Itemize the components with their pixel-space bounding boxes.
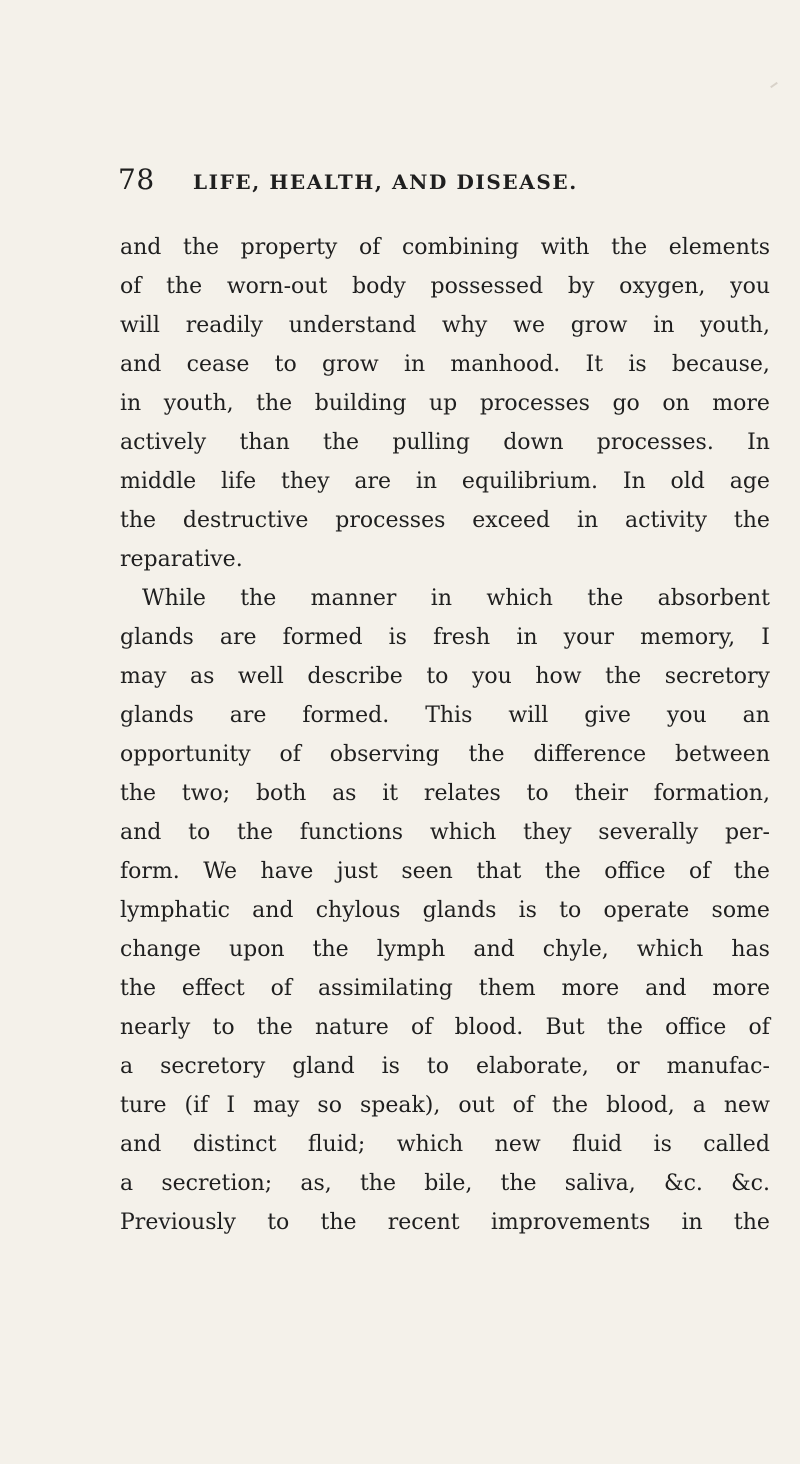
- word: elements: [668, 235, 770, 260]
- word: both: [255, 781, 307, 806]
- running-title: LIFE, HEALTH, AND DISEASE.: [193, 170, 578, 194]
- word: severally: [598, 820, 699, 845]
- word: the: [236, 820, 273, 845]
- word: which: [486, 586, 553, 611]
- word: why: [441, 313, 488, 338]
- word: observing: [329, 742, 440, 767]
- word: to: [526, 781, 549, 806]
- word: the: [500, 1171, 537, 1196]
- word: how: [535, 664, 582, 689]
- word: the: [733, 508, 770, 533]
- word: out: [458, 1093, 495, 1118]
- word: memory,: [640, 625, 736, 650]
- word: the: [605, 664, 642, 689]
- text-line: [120, 1125, 770, 1164]
- word: in: [516, 625, 538, 650]
- word: and: [120, 1132, 162, 1157]
- text-line: [120, 384, 770, 423]
- page-header: [118, 163, 768, 196]
- word: pulling: [392, 430, 470, 455]
- paragraph-end-line: reparative.: [120, 547, 243, 572]
- word: fresh: [433, 625, 491, 650]
- word: worn-out: [226, 274, 328, 299]
- word: more: [712, 391, 770, 416]
- word: so: [317, 1093, 342, 1118]
- word: are: [229, 703, 267, 728]
- word: is: [518, 898, 537, 923]
- text-line: [120, 813, 770, 852]
- word: as,: [300, 1171, 332, 1196]
- word: body: [351, 274, 406, 299]
- word: more: [561, 976, 620, 1001]
- word: readily: [185, 313, 263, 338]
- text-line: [120, 1086, 770, 1125]
- word: and: [120, 352, 162, 377]
- word: is: [653, 1132, 672, 1157]
- text-line: [120, 1203, 770, 1242]
- word: to: [426, 664, 449, 689]
- word: change: [120, 937, 201, 962]
- word: oxygen,: [619, 274, 706, 299]
- word: a: [120, 1171, 134, 1196]
- word: as: [189, 664, 215, 689]
- word: office: [665, 1015, 727, 1040]
- word: as: [332, 781, 357, 806]
- word: go: [612, 391, 640, 416]
- word: manufac-: [666, 1054, 770, 1079]
- text-line: [120, 930, 770, 969]
- word: formation,: [653, 781, 770, 806]
- text-line: [120, 696, 770, 735]
- word: of: [748, 1015, 770, 1040]
- word: in: [576, 508, 599, 533]
- word: middle: [120, 469, 197, 494]
- word: assimilating: [317, 976, 453, 1001]
- word: glands: [120, 703, 194, 728]
- word: chyle,: [542, 937, 609, 962]
- word: building: [314, 391, 407, 416]
- word: called: [703, 1132, 770, 1157]
- word: grow: [570, 313, 628, 338]
- word: two;: [181, 781, 231, 806]
- word: I: [226, 1093, 236, 1118]
- word: the: [733, 1210, 770, 1235]
- word: is: [628, 352, 647, 377]
- word: We: [203, 859, 238, 884]
- word: up: [429, 391, 458, 416]
- word: in: [403, 352, 426, 377]
- word: the: [120, 781, 157, 806]
- word: processes.: [596, 430, 714, 455]
- text-line: [120, 657, 770, 696]
- word: describe: [307, 664, 403, 689]
- word: and: [252, 898, 294, 923]
- word: chylous: [315, 898, 401, 923]
- word: formed: [282, 625, 363, 650]
- word: saliva,: [564, 1171, 636, 1196]
- word: relates: [423, 781, 501, 806]
- word: of: [270, 976, 293, 1001]
- word: speak),: [359, 1093, 441, 1118]
- word: This: [425, 703, 473, 728]
- word: by: [567, 274, 595, 299]
- word: and: [473, 937, 515, 962]
- body-text: [120, 228, 770, 1242]
- word: secretory: [160, 1054, 266, 1079]
- text-line: [120, 1008, 770, 1047]
- word: that: [476, 859, 522, 884]
- word: of: [358, 235, 381, 260]
- word: to: [212, 1015, 235, 1040]
- word: just: [336, 859, 378, 884]
- word: we: [513, 313, 545, 338]
- word: will: [120, 313, 160, 338]
- word: upon: [228, 937, 285, 962]
- word: glands: [120, 625, 194, 650]
- word: Previously: [120, 1210, 236, 1235]
- word: between: [675, 742, 770, 767]
- word: new: [723, 1093, 770, 1118]
- word: the: [468, 742, 505, 767]
- word: difference: [533, 742, 647, 767]
- word: functions: [299, 820, 404, 845]
- word: destructive: [182, 508, 309, 533]
- word: equilibrium.: [461, 469, 598, 494]
- word: exceed: [472, 508, 551, 533]
- word: form.: [120, 859, 180, 884]
- word: which: [429, 820, 497, 845]
- word: possessed: [430, 274, 544, 299]
- word: may: [120, 664, 167, 689]
- word: you: [730, 274, 770, 299]
- word: manhood.: [450, 352, 561, 377]
- word: are: [354, 469, 392, 494]
- word: nearly: [120, 1015, 191, 1040]
- word: combining: [401, 235, 519, 260]
- word: office: [604, 859, 666, 884]
- word: In: [747, 430, 770, 455]
- word: cease: [186, 352, 250, 377]
- word: ture: [120, 1093, 167, 1118]
- word: which: [396, 1132, 464, 1157]
- word: age: [729, 469, 770, 494]
- text-line: [120, 1047, 770, 1086]
- text-line: [120, 735, 770, 774]
- word: are: [219, 625, 257, 650]
- word: in: [430, 586, 453, 611]
- word: the: [611, 235, 648, 260]
- text-line: [120, 969, 770, 1008]
- word: the: [544, 859, 581, 884]
- word: formed.: [302, 703, 390, 728]
- word: the: [256, 1015, 293, 1040]
- word: they: [523, 820, 572, 845]
- word: in: [653, 313, 675, 338]
- word: improvements: [490, 1210, 651, 1235]
- word: absorbent: [657, 586, 770, 611]
- word: the: [240, 586, 277, 611]
- word: will: [508, 703, 549, 728]
- word: blood.: [454, 1015, 524, 1040]
- word: in: [681, 1210, 703, 1235]
- word: of: [512, 1093, 535, 1118]
- word: to: [188, 820, 211, 845]
- word: the: [120, 508, 157, 533]
- word: &c.: [731, 1171, 770, 1196]
- word: the: [320, 1210, 357, 1235]
- word: lymph: [376, 937, 446, 962]
- word: fluid: [572, 1132, 623, 1157]
- text-line: [120, 891, 770, 930]
- word: the: [120, 976, 157, 1001]
- word: has: [731, 937, 770, 962]
- word: to: [274, 352, 297, 377]
- word: more: [712, 976, 770, 1001]
- word: opportunity: [120, 742, 251, 767]
- word: in: [120, 391, 142, 416]
- word: is: [381, 1054, 400, 1079]
- word: of: [279, 742, 301, 767]
- word: distinct: [192, 1132, 277, 1157]
- word: But: [545, 1015, 585, 1040]
- word: property: [240, 235, 338, 260]
- word: than: [239, 430, 290, 455]
- text-line: [120, 462, 770, 501]
- text-line: [120, 267, 770, 306]
- word: It: [585, 352, 604, 377]
- word: activity: [625, 508, 708, 533]
- word: on: [662, 391, 690, 416]
- word: &c.: [663, 1171, 703, 1196]
- word: some: [711, 898, 770, 923]
- word: life: [220, 469, 257, 494]
- word: operate: [603, 898, 690, 923]
- word: and: [120, 820, 162, 845]
- word: per-: [724, 820, 770, 845]
- page-number: 78: [118, 163, 155, 196]
- word: an: [742, 703, 770, 728]
- word: In: [622, 469, 646, 494]
- word: with: [540, 235, 590, 260]
- word: bile,: [424, 1171, 473, 1196]
- word: gland: [292, 1054, 355, 1079]
- text-line: [120, 1164, 770, 1203]
- word: your: [563, 625, 615, 650]
- paper-mark: [770, 82, 778, 88]
- word: the: [733, 859, 770, 884]
- word: the: [312, 937, 349, 962]
- word: their: [574, 781, 629, 806]
- word: recent: [387, 1210, 460, 1235]
- word: the: [552, 1093, 589, 1118]
- word: is: [388, 625, 407, 650]
- word: and: [645, 976, 687, 1001]
- word: the: [166, 274, 203, 299]
- word: of: [688, 859, 711, 884]
- word: they: [281, 469, 330, 494]
- text-line: [120, 228, 770, 267]
- word: old: [670, 469, 705, 494]
- text-line: [120, 345, 770, 384]
- word: them: [478, 976, 536, 1001]
- word: the: [606, 1015, 643, 1040]
- word: a: [120, 1054, 134, 1079]
- word: the: [182, 235, 220, 260]
- word: or: [615, 1054, 640, 1079]
- word: grow: [322, 352, 379, 377]
- text-line: [120, 618, 770, 657]
- word: of: [120, 274, 142, 299]
- word: glands: [422, 898, 497, 923]
- word: the: [323, 430, 360, 455]
- word: may: [253, 1093, 300, 1118]
- word: the: [587, 586, 624, 611]
- word: because,: [671, 352, 770, 377]
- word: and: [120, 235, 162, 260]
- word: While: [142, 586, 206, 611]
- word: of: [411, 1015, 433, 1040]
- word: well: [237, 664, 284, 689]
- word: secretory: [664, 664, 770, 689]
- word: understand: [288, 313, 417, 338]
- word: processes: [335, 508, 446, 533]
- word: a: [692, 1093, 706, 1118]
- word: to: [559, 898, 582, 923]
- word: the: [256, 391, 293, 416]
- word: fluid;: [307, 1132, 366, 1157]
- word: nature: [314, 1015, 389, 1040]
- word: to: [426, 1054, 449, 1079]
- word: secretion;: [161, 1171, 273, 1196]
- word: which: [636, 937, 704, 962]
- word: youth,: [163, 391, 234, 416]
- word: you: [471, 664, 512, 689]
- word: manner: [310, 586, 397, 611]
- text-line: [120, 852, 770, 891]
- word: processes: [479, 391, 590, 416]
- word: the: [359, 1171, 396, 1196]
- word: new: [494, 1132, 541, 1157]
- word: youth,: [700, 313, 770, 338]
- word: effect: [181, 976, 245, 1001]
- word: elaborate,: [475, 1054, 589, 1079]
- word: actively: [120, 430, 207, 455]
- word: it: [382, 781, 399, 806]
- word: you: [666, 703, 707, 728]
- word: blood,: [606, 1093, 675, 1118]
- text-line: [120, 774, 770, 813]
- word: I: [761, 625, 770, 650]
- text-line: [120, 579, 770, 618]
- text-line: [120, 423, 770, 462]
- word: seen: [401, 859, 453, 884]
- text-line: [120, 306, 770, 345]
- word: (if: [184, 1093, 209, 1118]
- word: in: [415, 469, 438, 494]
- word: to: [267, 1210, 290, 1235]
- word: have: [260, 859, 314, 884]
- word: down: [503, 430, 564, 455]
- word: lymphatic: [120, 898, 230, 923]
- text-line: [120, 501, 770, 540]
- word: give: [584, 703, 631, 728]
